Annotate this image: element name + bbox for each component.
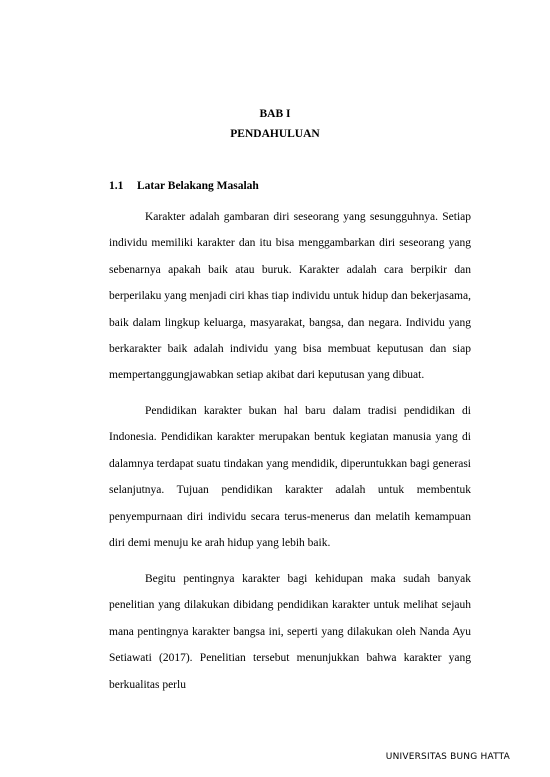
chapter-title: PENDAHULUAN bbox=[230, 128, 320, 140]
page-footer: UNIVERSITAS BUNG HATTA bbox=[385, 752, 510, 762]
paragraph-text: Pendidikan karakter bukan hal baru dalam tradisi pendidikan di Indonesia. Pendidikan karakter merupakan bentuk kegiatan manusia yang di dalamnya terdapat suatu tindakan yang mendidik, diperuntukkan bagi generasi selanjutnya. Tujuan pendidikan karakter adalah untuk membentuk penyempurnaan diri individu secara terus-menerus dan melatih kemampuan diri demi menuju ke arah hidup yang lebih baik. bbox=[109, 405, 471, 550]
section-heading bbox=[109, 180, 259, 192]
paragraph-1 bbox=[109, 204, 471, 389]
paragraph-text: Begitu pentingnya karakter bagi kehidupan maka sudah banyak penelitian yang dilakukan dibidang pendidikan karakter untuk melihat sejauh mana pentingnya karakter bangsa ini, seperti yang dilakukan oleh Nanda Ayu Setiawati (2017). Penelitian tersebut menunjukkan bahwa karakter yang berkualitas perlu bbox=[109, 573, 471, 691]
paragraph-text: Karakter adalah gambaran diri seseorang yang sesungguhnya. Setiap individu memiliki karakter dan itu bisa menggambarkan diri seseorang yang sebenarnya apakah baik atau buruk. Karakter adalah cara berpikir dan berperilaku yang menjadi ciri khas tiap individu untuk hidup dan bekerjasama, baik dalam lingkup keluarga, masyarakat, bangsa, dan negara. Individu yang berkarakter baik adalah individu yang bisa membuat keputusan dan siap mempertanggungjawabkan setiap akibat dari keputusan yang dibuat. bbox=[109, 211, 471, 382]
chapter-label: BAB I bbox=[259, 108, 291, 120]
paragraph-2 bbox=[109, 398, 471, 556]
section-number: 1.1 bbox=[109, 180, 124, 192]
section-title: Latar Belakang Masalah bbox=[137, 180, 259, 192]
paragraph-3 bbox=[109, 566, 471, 698]
